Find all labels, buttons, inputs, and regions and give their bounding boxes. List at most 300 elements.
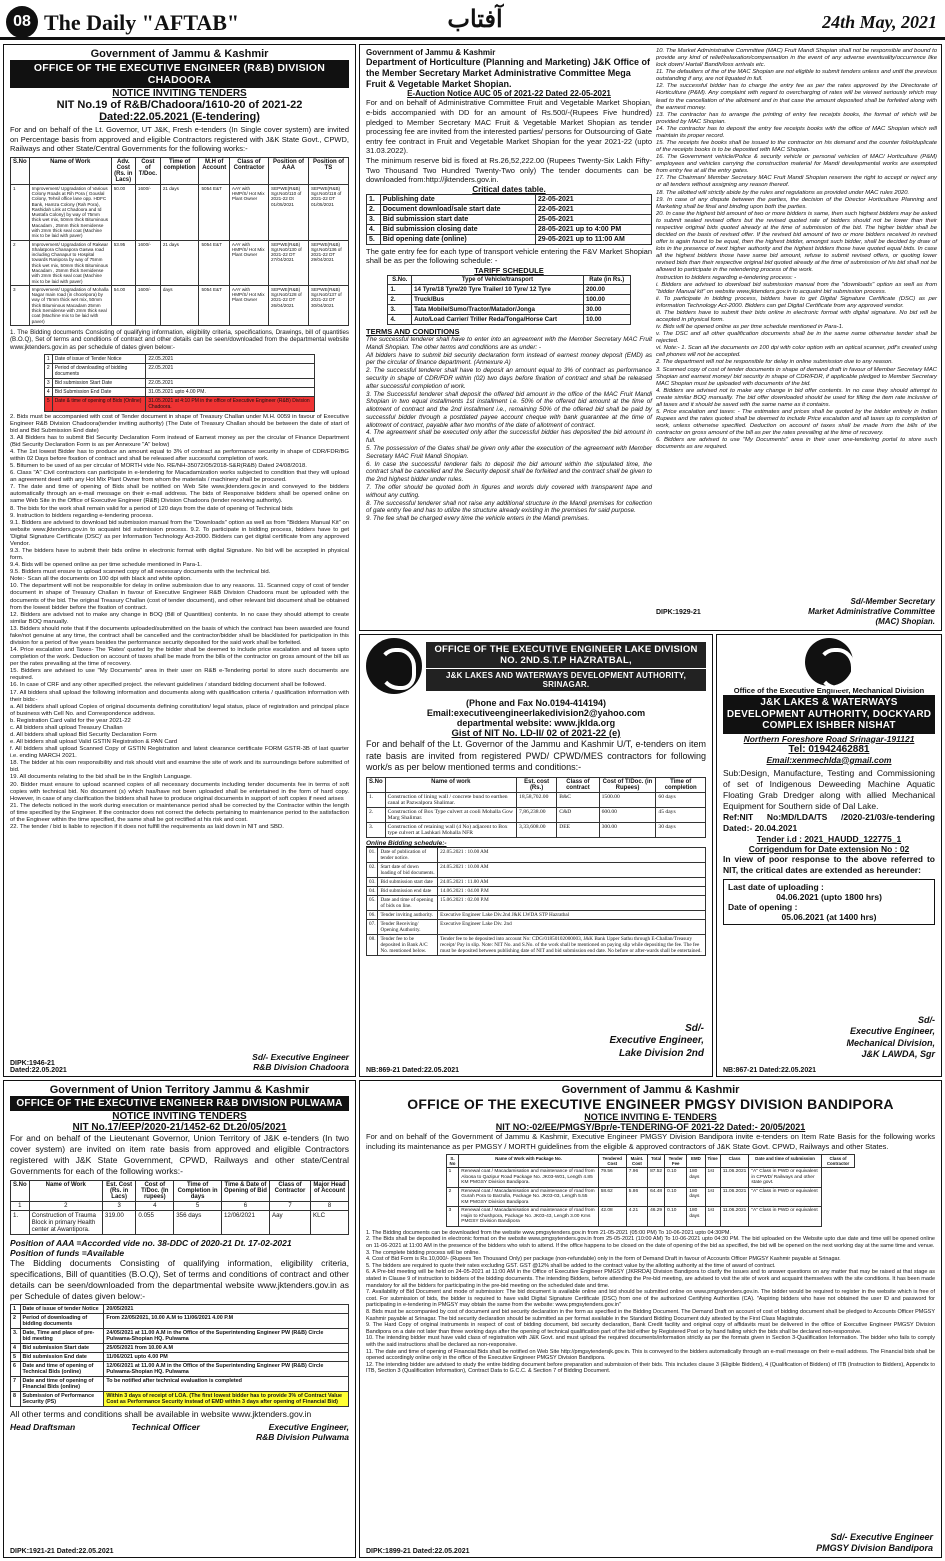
table-cell: 1.	[388, 284, 412, 294]
ad-funds: Position of funds =Available	[10, 1248, 125, 1259]
table-cell: 11.06.2021	[720, 1207, 749, 1227]
table-header-cell: Time of Completion in days	[174, 1181, 222, 1202]
ad-nit: NIT NO:-02/EE/PMGSY/Bpr/e-TENDERING-OF 2021-22 Dated:- 20/05/2021	[495, 1122, 806, 1132]
term-paragraph: 7. Availability of Bid Document and mode of submission: The bid document is available online and bid should be submitted online on www.pmgsytenders.gov.in. The bidder would be required to register in the website which is free of cost. For submission of bids, the bidder is required to have valid Digital Signature Certificate (DSC) from one of the authorized Certifying Authorities (CA). "Aspiring bidders who have not obtained the user ID and password for participating in e-tendering in PMGSY may obtain the same from the website: www.pmgsytenders.gov.in"	[366, 1289, 935, 1309]
table-cell: 200.00	[584, 284, 631, 294]
ad-subject: Sub:Design, Manufacture, Testing and Commissioning of set of Indigenous Deweeding Machine Aquatic Floating Grab Dredger along with allied Mechanical Equipment for Southern side of Dal Lake.	[723, 767, 935, 811]
term-paragraph: i. Bidders are advised to download bid submission manual from the "downloads" option as well as from "bidder Manual kit" on website www.jktenders.gov.in to acquaint bid submission process.	[656, 281, 937, 295]
ad-tel: Tel: 01942462881	[788, 743, 870, 755]
table-cell: 0.055	[136, 1211, 174, 1235]
table-row	[11, 1305, 349, 1314]
table-cell: 58.62	[598, 1187, 626, 1207]
table-cell: 18,58,702.00	[517, 793, 557, 808]
signature-line: Mechanical Division,	[846, 1037, 935, 1048]
table-cell: 1st	[705, 1187, 720, 1207]
signature-line: Sd/- Executive Engineer	[830, 1531, 933, 1542]
table-row	[367, 214, 652, 224]
table-header-cell: Cost of T/Doc. (In rupees)	[136, 1181, 174, 1202]
table-cell: 87.52	[648, 1168, 665, 1188]
term-paragraph: 3. The complete bidding process will be online.	[366, 1249, 480, 1256]
table-cell: 0.10	[665, 1168, 687, 1188]
table-cell: AAY with HMP/S/ Hot Mix Plant Owner	[229, 240, 268, 285]
ad-authority: J&K LAKES AND WATERWAYS DEVELOPMENT AUTHORITY, SRINAGAR.	[426, 669, 706, 691]
table-cell: 4.	[388, 314, 412, 324]
term-paragraph: 11. The defaulters of the of the MAC Shopian are not eligible to submit tenders unless and until the previous outstanding if any, are not liquated in full.	[656, 69, 937, 83]
term-paragraph: 4. Cost of Bid Form is Rs.10,000/- (Rupees Ten Thousand Only) per package (non-refundable) only in the form of Demand Draft in favour of Accounts Officer PMGSY Kashmir payable at Srinagar.	[366, 1256, 841, 1263]
term-paragraph: iii. The bidders have to submit their bids online in electronic format with digital signature. No bid will be accepted in physical form.	[656, 309, 937, 323]
table-cell: "A" Class in PWD or equivalent in CPWD/ Railways and other state govt.	[749, 1168, 821, 1188]
table-cell: 6	[221, 1202, 269, 1211]
term-paragraph: 9.1. Bidders are advised to download bid submission manual from the "Downloads" option as well as from "Bidders Manual Kit" on website www.jktenders.gov.in to acquaint bid submission process. 9.2. To participate in bidding process, bidders have to get 'Digital Signature Certificate (DSC)' as per Information Technology Act-2000. Bidders can get digital certificate from any approved Vendor.	[10, 519, 349, 547]
term-paragraph: 16. In case of CRF and any other specified project. the relevant guidelines / standard bidding document shall be followed.	[10, 682, 326, 689]
table-cell: 600.00	[599, 808, 656, 823]
table-header-cell: Maint. Cost	[626, 1155, 647, 1168]
table-header-cell: Time of completion	[656, 778, 706, 793]
term-paragraph: 5. The possession of the Gates shall be given only after the execution of the agreement with Member Secretary MAC Fruit Mandi Shopian.	[366, 445, 652, 460]
table-cell: Truck/Bus	[412, 294, 584, 304]
table-cell: Bid Submission End Date	[52, 387, 146, 396]
table-header-cell: Name of Work	[29, 1181, 102, 1202]
table-header-cell: Class of Contractor	[269, 1181, 310, 1202]
term-paragraph: 6. Bidders are advised to use "My Documents" area in their user one-tendering portal to store such documents as are required.	[656, 437, 937, 451]
table-row	[11, 1314, 349, 1329]
table-cell: Executive Engineer Lake Div.2nd J&K LWDA STP Hazratbal	[438, 911, 706, 920]
issue-date: 24th May, 2021	[822, 12, 937, 32]
table-cell: 356 days	[174, 1211, 222, 1235]
table-cell: 5054 E&T	[199, 285, 229, 325]
term-paragraph: 5. Price escalation and taxes: - The estimates and prices shall be quoted by the bidder entirely in Indian Rupees and the rates quoted shall be deemed to include Price escalation and all taxes up to completion of work, unless otherwise specified. Deduction on account of taxes shall be made from the bills of the contractor on gross amount of the bill as per the rates prevailing at the time of recovery.	[656, 408, 937, 437]
term-paragraph: 22. The tender / bid is liable to rejection if it does not fulfill the requirements as laid down in NIT and SBD.	[10, 824, 284, 831]
tariff-table	[387, 275, 630, 325]
table-cell: 28-05-2021 up to 4:00 PM	[535, 224, 651, 234]
table-cell: C&D	[557, 808, 599, 823]
term-paragraph: 14. The contractor has to deposit the entry fee receipts books with the office of MAC Shopian which will maintain its proper record.	[656, 125, 937, 139]
table-cell: 14.06.2021 : 04.00 P.M	[438, 887, 706, 896]
table-cell: 1	[11, 1305, 21, 1314]
table-cell: 1st	[705, 1207, 720, 1227]
term-paragraph: 2. The department will not be responsible for delay in online submission due to any reason.	[656, 359, 894, 366]
table-cell: 24.05.2021 : 11.00 AM	[438, 878, 706, 887]
ad-office-title: OFFICE OF THE EXECUTIVE ENGINEER (R&B) DIVISION CHADOORA	[10, 60, 349, 88]
ad-government: Government of Jammu & Kashmir	[90, 48, 269, 60]
term-paragraph: 14. Price escalation and Taxes- The 'Rates' quoted by the bidder shall be deemed to include price escalation and all taxes upto completion of the work. Deduction on account of taxes shall be made from the bills of the contractor on gross amount of the bill as per the rates prevailing at the time of recovery.	[10, 647, 349, 668]
term-paragraph: 17. The Chairman/ Member Secretary MAC Fruit Mandi Shopian reserves the right to accept or reject any or all tenders without assigning any reason thereof.	[656, 175, 937, 189]
table-cell: 1.	[11, 1211, 30, 1235]
table-cell: 1600/-	[135, 184, 160, 240]
ad-gatefee: The gate entry fee for each type of transport vehicle entering the F&V Market Shopian shall be as per the following schedule: -	[366, 246, 652, 266]
term-paragraph: 9.3. The bidders have to submit their bids online in electronic format with digital Signature. No bid will be accepted in physical form.	[10, 547, 349, 562]
table-cell: 22.05.2021	[146, 354, 315, 363]
table-cell: 12/06/2021 at 11.00 A.M in the Office of the Superintending Engineer PW (R&B) Circle Pulwama-Shopian HQ. Pulwama	[104, 1362, 349, 1377]
table-cell: 25/05/2021 from 10.00 A.M	[104, 1344, 349, 1353]
ad-government: Government of Jammu & Kashmir	[561, 1084, 740, 1096]
term-paragraph: 17. All bidders shall upload the following information and documents along with qualification criteria / qualification information with their bids:-	[10, 689, 349, 703]
table-cell: 8	[311, 1202, 349, 1211]
shopian-dates-table	[366, 194, 652, 245]
term-paragraph: 5. The bidders are required to quote their rates excluding GST. GST @12% shall be added to the contract value by the allotting authority at the time of award of contract.	[366, 1262, 776, 1269]
table-cell: 319.00	[102, 1211, 136, 1235]
signature-line: Executive Engineer,	[268, 1422, 349, 1433]
table-cell: SEPWE(R&B) Sgr.No0/110 of 2021-22 Dt 01/05/2021	[269, 184, 309, 240]
signature-line: Market Administrative Committee	[808, 607, 935, 616]
table-cell: Tata Mobile/Sumo/Tractor/Matador/Jonga	[412, 304, 584, 314]
term-paragraph: The successful tenderer shall have to enter into an agreement with the Member Secretary MAC Fruit Mandi Shopian. The other terms and conditions are as under: -	[366, 335, 652, 351]
term-paragraph: 9.5. Bidders must ensure to upload scanned copy of all necessary documents with the technical bid.	[10, 569, 271, 576]
table-cell: 1500.00	[599, 793, 656, 808]
chadoora-terms	[10, 414, 349, 832]
table-cell: days	[160, 285, 199, 325]
table-header-cell: Name of Work with Package No.	[459, 1155, 598, 1168]
table-cell: 2.	[367, 204, 381, 214]
table-cell: 2	[11, 240, 30, 285]
ad-phone: (Phone and Fax No.0194-414194)	[465, 698, 607, 708]
table-row	[446, 1187, 855, 1207]
table-cell: Bid submission end date	[378, 887, 438, 896]
table-cell: 1.	[367, 194, 381, 204]
term-paragraph: 6. A Pre-bid meeting will be held on 24-05-2021 at 11:00 AM in the Office of Executive Engineer PMGSY (JKRRDA) Division Bandipora to clarify the issues and to answer questions on any matter that may be raised at that stage as stated in Clause 9 of instruction to bidders of the bidding documents. The intending Bidders, before attending the Pre-bid meeting, are advised to visit the site of work and acquaint themselves with the site conditions. It has been made mandatory for all the bidders for participating in the pre-bid meeting on the scheduled date and time.	[366, 1269, 935, 1289]
term-paragraph: 6. Class "A" Civil contractors can participate in e-tendering for Macadamization works subjected to condition that they will upload an agreement deed with any Hot Mix Plant Owner from whom the materials / machinery shall be procured.	[10, 470, 349, 484]
table-row	[367, 878, 706, 887]
table-cell: Date and time of opening of bids on line.	[378, 896, 438, 911]
table-row	[367, 887, 706, 896]
table-cell: 08.	[367, 935, 378, 956]
shopian-terms-right	[656, 48, 937, 451]
term-paragraph: 2. The successful tenderer shall have to deposit an amount equal to 3% of contract as performance security in shape of CDR/FDR within (02) two days before fixation of contract and shall be released after successful completion of work.	[366, 367, 652, 390]
table-cell: 0.10	[665, 1207, 687, 1227]
term-paragraph: 16. The Government vehicle/Police & security vehicle or personal vehicles of MAC/ Horticulture (P&M) employees and vehicles carrying the construction material for Mandi developmental works are exempted from entry fee at all the entry gates.	[656, 154, 937, 175]
page-number: 08	[6, 6, 38, 38]
table-cell: Submission of Performance Security (PS)	[20, 1392, 104, 1407]
ad-office-title: OFFICE OF THE EXECUTIVE ENGINEER LAKE DIVISION NO. 2ND.S.T.P HAZRATBAL,	[426, 642, 706, 668]
term-paragraph: 15. Bidders are advised to use "My Documents" area in their user on R&B e-Tendering portal to store such documents are required.	[10, 668, 349, 682]
table-cell: SEPWE(R&B) Sgr.No0/130 of 2021-22 DT 27/04/2021	[269, 240, 309, 285]
date-value: 05.06.2021 (at 1400 hrs)	[781, 911, 877, 922]
table-header-cell: Major Head of Account	[311, 1181, 349, 1202]
ad-dated: Dated:22.05.2021 (E-tendering)	[99, 111, 260, 123]
table-row	[44, 387, 314, 396]
term-paragraph: 1. The Bidding documents can be downloaded from the website www.pmgsytenders.gov.in from 21-05-2021 (05:00 PM) To 10-06-2021 upto 04:30PM.	[366, 1229, 732, 1236]
table-cell: 7	[269, 1202, 310, 1211]
table-row	[367, 793, 706, 808]
table-cell: 22.05.2021	[146, 363, 315, 378]
table-cell: 2	[44, 363, 52, 378]
table-cell: 31.05.2021 at 4:10 PM in the office of Executive Engineer (R&B) Division Chadoora.	[146, 396, 315, 411]
table-header-cell: Total	[648, 1155, 665, 1168]
table-cell: 1	[44, 354, 52, 363]
term-paragraph: 2. Bids must be accompanied with cost of Tender document in shape of Treasury Challan under M.H. 0059 in favour of Executive Engineer R&B Division Chadoora(tender inviting authority) (The Date of Treasury Challan should be between the date of start of bid and Bid Submission End date)	[10, 413, 349, 434]
term-paragraph: All bidders have to submit bid security declaration form instead of earnest money deposit (EMD) as per the circular of finance department. (Annexure A)	[366, 351, 652, 367]
ad-email: Email:executiveengineerlakedivision2@yahoo.com	[426, 708, 646, 718]
ad-notice: NOTICE INVITING TENDERS	[112, 88, 247, 99]
table-cell: 24/05/2021 at 11.00 A.M in the Office of the Superintending Engineer PW (R&B) Circle Pulwama-Shopian HQ. Pulwama	[104, 1329, 349, 1344]
signature-line: Lake Division 2nd	[618, 1047, 704, 1059]
table-cell: Date of issue of tender Notice	[20, 1305, 104, 1314]
table-row	[11, 240, 349, 285]
table-cell: Date and time of opening of Technical Bids (online)	[20, 1362, 104, 1377]
table-cell: 5054 E&T	[199, 240, 229, 285]
table-row	[446, 1207, 855, 1227]
term-paragraph: Instruction to bidders regarding e-tendering process: -	[656, 274, 797, 281]
table-row	[367, 823, 706, 838]
table-row	[367, 194, 652, 204]
ad-intro: For and on behalf of the Government of Jammu & Kashmir, Executive Engineer PMGSY Division Bandipora invite e-tenders on Item Rate Basis for the following works including its maintenance as per PMGSY / MORTH guidelines from the eligible & approved contractors of J&K State Govt. CPWD, Railways and other States.	[366, 1132, 935, 1151]
table-cell: 0.10	[665, 1187, 687, 1207]
table-header-cell: Class	[720, 1155, 749, 1168]
table-cell: 10.00	[584, 314, 631, 324]
table-row	[367, 808, 706, 823]
table-header-cell: S.No	[11, 157, 30, 184]
table-cell: 64.48	[648, 1187, 665, 1207]
table-cell: 2.	[367, 808, 386, 823]
table-cell: Tender fee to be deposited into account No: CDG/01850102000003, J&K Bank Upper Sathu through E-Challan/Treasury receipt/ Pay in slip. Note: NIT No. and S.No. of the work shall be mentioned on paying slip while depositing the fee. The fee must be deposited between publishing date of NIT and bid submission end date. No before or after-wards shall be entertained.	[438, 935, 706, 956]
table-cell: Aay	[269, 1211, 310, 1235]
table-cell: 1.	[367, 793, 386, 808]
ad-intro: For and behalf of the Lt. Governor of the Jammu and Kashmir U/T, e-tenders on item rate basis are invited from registered PWD/ CPWD/MES contractors for following work/s as per below mentioned terms and conditions:-	[366, 739, 706, 773]
chadoora-dates-table	[44, 354, 315, 412]
term-paragraph: 21. The defects noticed in the work during execution or maintenance period shall be corrected by the Contractor within the length of time specified by the Engineer. If the contractor does not correct the defects pertaining to maintenance period to the satisfaction of the Engineer within the time specified, the same shall be got rectified at his risk and cost.	[10, 802, 349, 823]
table-cell: "A" Class in PWD or equivalent	[749, 1207, 821, 1227]
table-cell: 300.00	[599, 823, 656, 838]
table-cell: 30 days	[656, 823, 706, 838]
table-cell: 02.	[367, 863, 378, 878]
table-header-cell: Est. cost (Rs.)	[517, 778, 557, 793]
bandipora-terms	[366, 1230, 935, 1375]
table-cell: Publishing date	[380, 194, 535, 204]
table-header-cell: Date and time of submission	[749, 1155, 821, 1168]
table-cell: 7,86,238.00	[517, 808, 557, 823]
term-paragraph: 11. The date and time of opening of Financial Bids shall be notified on Web Site http://pmgsytendersjk.gov.in. This is conveyed to the bidders automatically through an e-mail message on their e-mail address. The Financial bids shall be opened accordingly online only in the office of the Executive Engineer PMGSY Division Bandipora.	[366, 1348, 935, 1362]
table-row	[446, 1168, 855, 1188]
table-header-cell: Class of contract	[557, 778, 599, 793]
term-paragraph: c. All bidders shall upload Treasury Challan	[10, 724, 123, 731]
table-cell: 3	[102, 1202, 136, 1211]
table-cell: AAY with HMP/S/ Hot Mix Plant Owner	[229, 184, 268, 240]
table-cell: 180 days	[687, 1168, 705, 1188]
table-row	[11, 285, 349, 325]
table-cell: 79.56	[598, 1168, 626, 1188]
signature-line: PMGSY Division Bandipora	[816, 1542, 933, 1553]
newspaper-header	[0, 0, 945, 40]
term-paragraph: 9. The Hard Copy of original instruments in respect of cost of bidding document, bid security declaration, Bank Credit facility and original copy of affidavits must be delivered in the office of Executive Engineer PMGSY Division Bandipora on a date not later than three working days after the opening of technical qualification part of the bid either by Registered Post or by hand failing which the bids shall be declared non-responsive.	[366, 1322, 935, 1335]
table-row	[367, 204, 652, 214]
term-paragraph: 19. In case of any dispute between the parties, the decision of the Director Horticulture Planning and Marketing shall be final and binding upon both the parties.	[656, 196, 937, 210]
table-cell: Construction of Trauma Block in primary Health center at Awantipora.	[29, 1211, 102, 1235]
table-cell: Bid submission start date	[378, 878, 438, 887]
table-cell: 22-05-2021	[535, 204, 651, 214]
term-paragraph: a. All bidders shall upload Copies of original documents defining constitution/ legal status, place of registration and principal place of business with Cell No. and Correspondence address.	[10, 703, 349, 717]
term-paragraph: iv. Bids will be opened online as per time schedule mentioned in Para-1.	[656, 324, 844, 331]
dipr-number: DIPK:1929-21	[656, 609, 701, 616]
table-cell: Improvement/ Upgradation of Rakwar Shalatpora Chanapora Gaswa road including Chanapur to Hospital towards Ranipora by way of 75mm thick wet mix, 50mm thick Bituminous Macadam , 25mm thick Semidense with 2mm thick seal coat (Machine mix to be laid with paver)	[29, 240, 111, 285]
table-cell: 31.05.2021 upto 4.00 PM.	[146, 387, 315, 396]
table-cell: 42.08	[598, 1207, 626, 1227]
table-cell: Renewal coat / Macadamisation and maintenance of road from Aloosa to Qazipur Road Package No. JK03-W01, Length 4.85 KM PMGSY Division Bandipora.	[459, 1168, 598, 1188]
table-cell: Tender Receiving/ Opening Authority.	[378, 920, 438, 935]
table-row	[367, 920, 706, 935]
table-cell: 3.	[367, 823, 386, 838]
table-row	[44, 378, 314, 387]
table-cell: 180 days	[687, 1187, 705, 1207]
table-cell: 11.06.2021	[720, 1168, 749, 1188]
term-paragraph: f. All bidders shall upload Scanned Copy of GSTIN Registration and latest clearance certificate FORM GSTR-3B of last quarter i.e. ending MARCH 2021.	[10, 746, 349, 760]
term-paragraph: 6. In case the successful tenderer fails to deposit the bid amount within the stipulated time, the contract shall be cancelled and the Security deposit shall be forfeited and the contract shall be given to the 2nd highest bidder under rules.	[366, 460, 652, 484]
table-cell: 1600/-	[135, 240, 160, 285]
table-cell: 12/06/2021	[221, 1211, 269, 1235]
table-cell: KLC	[311, 1211, 349, 1235]
table-row	[388, 284, 630, 294]
table-cell: 2.	[388, 294, 412, 304]
ad-office-title: OFFICE OF THE EXECUTIVE ENGINEER PMGSY DIVISION BANDIPORA	[407, 1096, 894, 1112]
table-cell: Improvement/ Upgradation of Mohalla Nagar main road (in chooripora) by way of 75mm thick wet mix, 50mm thick Bituminous Macadam 25mm thick Semidense with 2mm thick seal coat (Machine mix to be laid with paver)	[29, 285, 111, 325]
table-cell: Date and time of opening of Financial Bids (online)	[20, 1377, 104, 1392]
table-cell: 03.	[367, 878, 378, 887]
term-paragraph: 8. Bids must be accompanied by cost of document and bid security declaration in the form as specified in the Bidding Document. The Demand Draft on account of cost of bidding document shall be pledged to Accounts Officer PMGSY Kashmir payable at Srinagar. The bid security declaration should be submitted as per format available in the Standard Bidding Document duly attested by the First Class Magistrate.	[366, 1308, 935, 1322]
signature-line: Head Draftsman	[10, 1422, 76, 1433]
table-row	[388, 294, 630, 304]
table-cell: Document download/sale start date	[380, 204, 535, 214]
dipr-number: DIPK:1946-21	[10, 1060, 55, 1067]
table-cell: 54.00	[111, 285, 135, 325]
table-cell: Bid submission Start date	[20, 1344, 104, 1353]
table-cell: AAY with HMP/S/ Hot Mix Plant Owner	[229, 285, 268, 325]
signature-line: Sd/-Member Secretary	[850, 597, 935, 606]
term-paragraph: 13. Bidders should note that if the documents uploaded/submitted on the basis of which the contract has been awarded are found fake/not genuine at any time, the contract shall be cancelled and the contractor/bidder shall be blacklisted for participation in this division for a period of five years besides the performance security deposited for the said work shall be forfeited.	[10, 625, 349, 646]
table-header-cell: S.No	[367, 778, 386, 793]
table-row	[11, 1344, 349, 1353]
ad-email: Email:xenmechlda@gmail.com	[766, 754, 892, 765]
term-paragraph: e. All bidders shall upload Valid GSTIN Registration & PAN Card	[10, 739, 178, 746]
table-cell: 2	[29, 1202, 102, 1211]
ad-address: Northern Foreshore Road Srinagar-191121	[743, 733, 915, 744]
table-cell: 1st	[705, 1168, 720, 1188]
term-paragraph: 9. The fee shall be charged every time the vehicle enters in the Mandi premises.	[366, 515, 590, 523]
signature-line: Technical Officer	[131, 1422, 200, 1433]
table-cell: Period of downloading of bidding documents	[52, 363, 146, 378]
table-cell: SEPWE(R&B) Sgr.No0/137 of 2021-22 DT 30/04/2021	[308, 285, 348, 325]
ad-office-title: J&K LAKES & WATERWAYS DEVELOPMENT AUTHORITY, DOCKYARD COMPLEX ISHBER NISHAT	[723, 695, 935, 734]
term-paragraph: 8. The successful tenderer shall not raise any additional structure in the Mandi premises for collection of gate entry fee and has to utilize the structure already existing in the premises for said purpose.	[366, 499, 652, 515]
ad-tender-id: Tender i.d : 2021_HAUDD_122775_1	[756, 833, 902, 844]
lake-schedule-table	[366, 847, 706, 956]
table-cell: Improvement/ Upgradation of Various Colony Roads at Rih Pora ( Gouslal Colony, Tehsil office lane opp. HDFC Bank, Hamza Colony (Rah Pora), Rashidah Link at Chadoora and Id Mustafa Colony) by way of 75mm thick wet mix, 50mm thick Bituminous Macadam , 25mm thick Semidense with 2mm thick seal coat (Machine mix to be laid with paver)	[29, 184, 111, 240]
table-cell: 1600/-	[135, 285, 160, 325]
ad-auction-notice: E-Auction Notice AUC 05 of 2021-22 Dated 22-05-2021	[407, 89, 611, 99]
table-row	[367, 911, 706, 920]
table-row	[11, 1353, 349, 1362]
term-paragraph: 7. The date and time of opening of Bids shall be notified on Web Site www.jktenders.gov.in and conveyed to the bidders automatically through an e-mail message on their e-mail address. The bids of Responsive bidders shall be opened online on same Web Site in the Office of Executive Engineer (R&B) Division Chadoora (tender receiving authority).	[10, 484, 349, 505]
table-cell: 05.	[367, 896, 378, 911]
table-row	[388, 304, 630, 314]
table-cell: 3	[44, 378, 52, 387]
table-cell: 3,33,608.00	[517, 823, 557, 838]
table-cell: Bid submission closing date	[380, 224, 535, 234]
chadoora-tender-ad	[3, 44, 356, 1077]
term-paragraph: Note:- Scan all the documents on 100 dpi with black and white option.	[10, 576, 192, 583]
table-row	[44, 363, 314, 378]
table-row	[367, 234, 652, 244]
table-cell: 01.	[367, 848, 378, 863]
date-label: Date of opening :	[728, 901, 798, 912]
term-paragraph: 3. Scanned copy of cost of tender documents in shape of demand draft in favour of Member Secretary MAC Shopian and earnest money/ bid security in shape of CDR/FDR, if applicable pledged to Member Secretary MAC Shopian must be uploaded with documents of the bid.	[656, 366, 937, 387]
dipr-number: NB:869-21 Dated:22.05.2021	[366, 1067, 459, 1074]
term-paragraph: 20. In case the highest bid amount of two or more bidders is same, then such highest bidders may be asked to submit sealed revised offers but the revised quoted rate of bidders should not be lower than their respective original bids quoted already at the time of submission of the bid. The higher bidder shall be decided on the basis of revised offer. If the revised bid amount of two or more bidders received in revised offer is again found to be equal, then the highest bidder, amongst such bidder, shall be decided by draw of lots in the presence of next higher authority and the highest bidders those have quoted equal bids. In case all the highest bidders those have same bid amount, refuse to submit revised offers, or quoting lower revised bids than their respective original bid quoted already at the time of submission of his bid shall not be allowed to participate in the retendering process of the work.	[656, 210, 937, 274]
ad-office-title: Department of Horticulture (Planning and Marketing) J&K Office of the Member Secretary Market Administrative Committee Mega Fruit & Vegetable Market Shopian.	[366, 57, 651, 89]
table-row	[11, 1392, 349, 1407]
table-header-cell: S.No.	[388, 275, 412, 284]
table-cell: 180 days	[687, 1207, 705, 1227]
table-cell: 2	[446, 1187, 459, 1207]
table-cell: SEPWE(R&B) Sgr.No0/118 of 2021-22 DT 01/05/2021	[308, 184, 348, 240]
signature-line: Executive Engineer,	[609, 1035, 704, 1046]
table-cell: 22.05.2021 : 10.00 AM	[438, 848, 706, 863]
table-header-cell: EMD	[687, 1155, 705, 1168]
table-header-cell: M.H of Account	[199, 157, 229, 184]
bandipora-works-table	[446, 1154, 856, 1227]
table-cell: 4	[11, 1344, 21, 1353]
ad-government: Government of Jammu & Kashmir	[366, 48, 496, 57]
ad-body: In view of poor response to the above referred to NIT, the critical dates are extended as hereunder:	[723, 853, 935, 875]
ad-intro: For and on behalf of the Lieutenant Governor, Union Territory of J&K e-tenders (In two cover system) are invited on item rate basis from approved and eligible Contractors registered with J&K State Government, CPWD, Railways and other state/Central Governments for each of the following works:-	[10, 1133, 349, 1177]
table-cell: 60 days	[656, 793, 706, 808]
table-cell: 50.00	[111, 184, 135, 240]
signature-line: Sd/-	[918, 1015, 935, 1025]
signature-line: R&B Division Chadoora	[253, 1062, 349, 1073]
table-cell: 07.	[367, 920, 378, 935]
table-cell: 24.05.2021 : 10.00 AM	[438, 863, 706, 878]
table-cell: 6	[11, 1362, 21, 1377]
ad-reserve: The minimum reserve bid is fixed at Rs.26,52,222.00 (Rupees Twenty-Six Lakh Fifty-Two Thousand Two Hundred Twenty-Two only) The tender documents can be downloaded from:http://jktenders.gov.in.	[366, 155, 652, 185]
term-paragraph: 3. The Successful tenderer shall deposit the offered bid amount in the office of the MAC Fruit Mandi Shopian in two equal installments 1st installment i.e. 50% of the offered bid amount at the time of allotment of contract and the 2nd installment i.e., remaining 50% of the offered bid shall be paid by successful bidder through a postdated payee account cheque with bank guarantee at the time of allotment of contract, payable after two months of the date of allotment of contract.	[366, 390, 652, 429]
term-paragraph: 2. The Bids shall be deposited in electronic format on the website www.pmgsytenders.gov.in from 25-05-2021 (10:00 AM) To 10-06-2021 upto 04:30 PM. The bid uploaded on the Website upto due date and time will be opened online on 11-06-2021 at 11:00 AM in the presence of the bidders who wish to attend. If the office happens to be closed on the date of opening of the bid as specified, the bid will be opened on the next working day at the same time and venue.	[366, 1236, 935, 1250]
chadoora-works-table	[10, 157, 349, 326]
term-paragraph: 3. All Bidders has to submit Bid Security Declaration Form instead of Earnest money as per the circular of Finance Department (Bid Security Declaration Form is as per Annexure "A" below)	[10, 434, 349, 448]
ad-other: All other terms and conditions shall be available in website www.jktenders.gov.in	[10, 1409, 312, 1420]
table-header-cell: Time & Date of Opening of Bid	[221, 1181, 269, 1202]
ad-government: Government of Union Territory Jammu & Kashmir	[49, 1084, 310, 1096]
table-cell: 4	[44, 387, 52, 396]
table-cell: Construction of Box Type culvert at cooli Mohalla Gow Marg Shalimar.	[385, 808, 516, 823]
ad-website: departmental website: www.jklda.org	[456, 718, 616, 728]
term-paragraph: 10. The intending bidder must have valid class of registration with J&K Govt. and must upload the required documents/information strictly as per the formats given in Section 3-Qualification Information. The bidder who fails to comply with the said instructions shall be declared as non-responsive.	[366, 1335, 935, 1348]
term-paragraph: 10. The Market Administrative Committee (MAC) Fruit Mandi Shopian shall not be responsible and bound to provide any kind of relief/relaxation/compensation in the event of any adverse eventuality/occurrence like lock down/ Hartal/ Bandh/loss arrivals etc.	[656, 48, 937, 69]
table-cell: Renewal coat / Macadamisation and maintenance of road from Gurah Pora to Barzulla, Package No. JK03-03, Length 5.55 KM PMGSY Division Bandipora	[459, 1187, 598, 1207]
table-cell: 5.86	[626, 1187, 647, 1207]
table-header-cell: Adv. Cost (Rs. in Lacs)	[111, 157, 135, 184]
signature-line: R&B Division Pulwama	[255, 1432, 349, 1443]
ad-notice: NOTICE INVITING TENDERS	[112, 1111, 247, 1122]
table-cell: Tender fee to be deposited in Bank A/C No. mentioned below.	[378, 935, 438, 956]
table-cell: 1	[11, 1202, 30, 1211]
term-paragraph: v. The DSC and all other qualification documents shall be in the same name otherwise tender shall be rejected.	[656, 331, 937, 345]
table-row	[44, 396, 314, 411]
term-paragraph: 13. The contractor has to arrange the printing of entry fee receipts books, the format of which will be provided by MAC Shopian.	[656, 111, 937, 125]
table-row	[367, 935, 706, 956]
date-value: 04.06.2021 (upto 1800 hrs)	[776, 891, 882, 902]
table-cell: 06.	[367, 911, 378, 920]
critical-dates-title: Critical dates table.	[472, 184, 546, 194]
table-cell: 15.06.2021 : 02.00 P.M	[438, 896, 706, 911]
table-header-cell: Est. Cost (Rs. in Lacs)	[102, 1181, 136, 1202]
tariff-title: TARIFF SCHEDULE	[474, 265, 544, 275]
table-row	[367, 863, 706, 878]
table-header-cell: Name of work	[385, 778, 516, 793]
lawda-logo-icon	[366, 638, 422, 694]
table-row	[367, 848, 706, 863]
dipr-number: DIPK:1899-21 Dated:22.05.2021	[366, 1548, 470, 1555]
term-paragraph: 8. The bids for the work shall remain valid for a period of 120 days from the date of opening of Technical bids	[10, 505, 293, 512]
term-paragraph: 12. The successful bidder has to charge the entry fee as per the rates approved by the Directorate of Horticulture (P&M). Any complaint with regard to overcharging of rates will be viewed seriously which may lead to the cancellation of the allotment and in that case the amount deposited shall be forfeited along with the earnest money.	[656, 83, 937, 111]
signature-line: Sd/-	[685, 1022, 704, 1034]
